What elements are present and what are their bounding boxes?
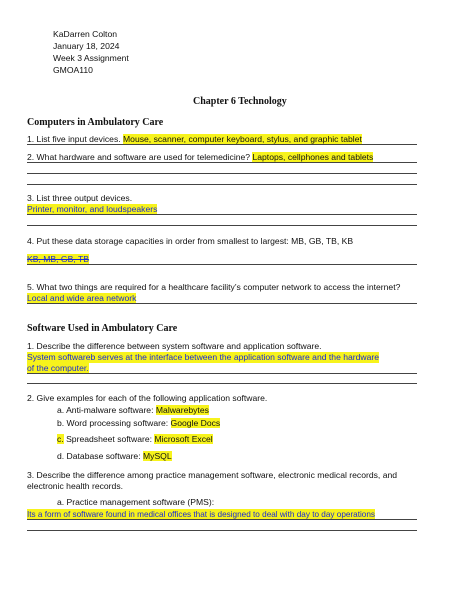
answer-highlight: MySQL: [142, 451, 172, 461]
answer-line: [27, 383, 417, 384]
answer-highlight: Microsoft Excel: [154, 434, 213, 444]
question-system-vs-application: 1. Describe the difference between system software and application software.: [27, 341, 322, 351]
item-database: [57, 451, 172, 462]
question-prompt: 2. What hardware and software are used for telemedicine?: [27, 152, 253, 162]
answer-line: [27, 144, 417, 145]
answer-highlight: Mouse, scanner, computer keyboard, stylus, and graphic tablet: [123, 134, 362, 144]
answer-network: Local and wide area network: [27, 293, 137, 303]
answer-line: [27, 264, 417, 265]
answer-system-software-line2: of the computer.: [27, 363, 89, 373]
answer-highlight: Laptops, cellphones and tablets: [252, 152, 374, 162]
answer-highlight: Malwarebytes: [155, 405, 209, 415]
answer-line: [27, 184, 417, 185]
answer-line: [27, 225, 417, 226]
answer-line: [27, 173, 417, 174]
page-title: Chapter 6 Technology: [193, 96, 287, 107]
question-records-line2: electronic health records.: [27, 481, 124, 491]
item-anti-malware: [57, 405, 209, 416]
item-label: Spreadsheet software:: [63, 434, 155, 444]
assignment-date: January 18, 2024: [53, 41, 120, 51]
answer-line: [27, 519, 417, 520]
student-name: KaDarren Colton: [53, 29, 118, 39]
section-heading-software: Software Used in Ambulatory Care: [27, 323, 178, 334]
question-storage-order: 4. Put these data storage capacities in order from smallest to largest: MB, GB, TB, KB: [27, 236, 354, 246]
question-app-examples: 2. Give examples for each of the following application software.: [27, 393, 268, 403]
answer-line: [27, 373, 417, 374]
question-prompt: 1. List five input devices.: [27, 134, 124, 144]
answer-line: [27, 214, 417, 215]
assignment-week: Week 3 Assignment: [53, 53, 129, 63]
item-label: b. Word processing software:: [57, 418, 171, 428]
answer-storage-order: KB, MB, GB, TB: [27, 254, 89, 264]
question-output-devices: 3. List three output devices.: [27, 193, 133, 203]
question-records-line1: 3. Describe the difference among practice management software, electronic medical records, and: [27, 470, 398, 480]
question-network: 5. What two things are required for a healthcare facility’s computer network to access the internet?: [27, 282, 401, 292]
answer-line: [27, 303, 417, 304]
item-label: d. Database software:: [57, 451, 143, 461]
item-spreadsheet: [57, 434, 213, 445]
answer-highlight: Google Docs: [170, 418, 221, 428]
answer-pms: Its a form of software found in medical offices that is designed to deal with day to day operations: [27, 510, 376, 519]
item-letter-highlight: c.: [57, 434, 64, 444]
answer-line: [27, 162, 417, 163]
item-pms-label: a. Practice management software (PMS):: [57, 497, 215, 507]
item-word-processing: [57, 418, 220, 429]
answer-system-software-line1: System softwareb serves at the interface between the application software and the hardware: [27, 352, 380, 362]
section-heading-computers: Computers in Ambulatory Care: [27, 117, 164, 128]
course-code: GMOA110: [53, 65, 93, 75]
answer-output-devices: Printer, monitor, and loudspeakers: [27, 204, 158, 214]
item-label: a. Anti-malware software:: [57, 405, 156, 415]
answer-line: [27, 530, 417, 531]
